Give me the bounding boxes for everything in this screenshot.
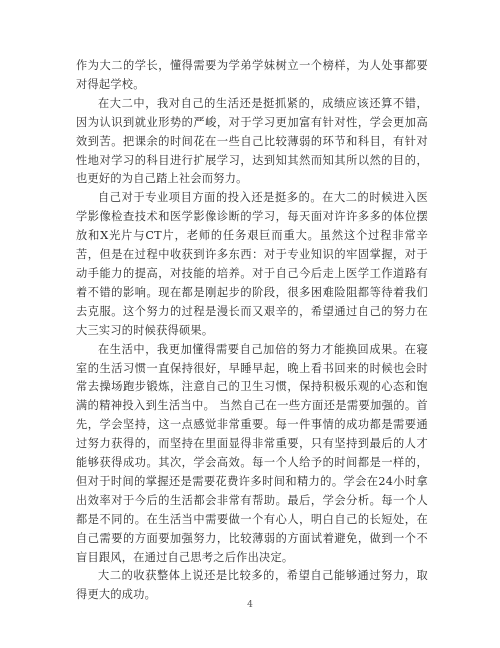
paragraph-3: 自己对于专业项目方面的投入还是挺多的。在大二的时候进入医学影像检查技术和医学影像诊断的学习，每天面对许许多多的体位摆放和X光片与CT片，老师的任务艰巨而重大。虽然这个过程非常辛苦，但是在过程中收获到许多东西：对于专业知识的牢固掌握，对于动手能力的提高，对技能的培养。对于自己今后走上医学工作道路有着不错的影响。现在都是刚起步的阶段，很多困难险阻都等待着我们去克服。这个努力的过程是漫长而又艰辛的，希望通过自己的努力在大三实习的时候获得硕果。 [76,191,428,337]
paragraph-1: 作为大二的学长，懂得需要为学弟学妹树立一个榜样，为人处事都要对得起学校。 [76,59,428,91]
paragraph-4: 在生活中，我更加懂得需要自己加倍的努力才能换回成果。在寝室的生活习惯一直保持很好，早睡早起，晚上看书回来的时候也会时常去操场跑步锻炼，注意自己的卫生习惯，保持积极乐观的心态和饱满的精神投入到生活当中。 当然自己在一些方面还是需要加强的。首先，学会坚持，这一点感觉非常重要。每一件事情的成功都是需要通过努力获得的，而坚持在里面显得非常重要，只有坚持到最后的人才能够获得成功。其次，学会高效。每一个人给予的时间都是一样的，但对于时间的掌握还是需要花费许多时间和精力的。学会在24小时拿出效率对于今后的生活都会非常有帮助。最后，学会分析。每一个人都是不同的。在生活当中需要做一个有心人，明白自己的长短处，在自己需要的方面要加强努力，比较薄弱的方面试着避免，做到一个不盲目跟风，在通过自己思考之后作出决定。 [76,342,428,564]
page-number: 4 [247,600,253,610]
paragraph-2: 在大二中，我对自己的生活还是挺抓紧的，成绩应该还算不错，因为认识到就业形势的严峻，对于学习更加富有针对性，学会更加高效到苦。把课余的时间花在一些自己比较薄弱的环节和科目，有针对性地对学习的科目进行扩展学习，达到知其然而知其所以然的目的，也更好的为自己踏上社会而努力。 [76,96,428,186]
paragraph-5: 大二的收获整体上说还是比较多的，希望自己能够通过努力，取得更大的成功。 [76,569,428,602]
